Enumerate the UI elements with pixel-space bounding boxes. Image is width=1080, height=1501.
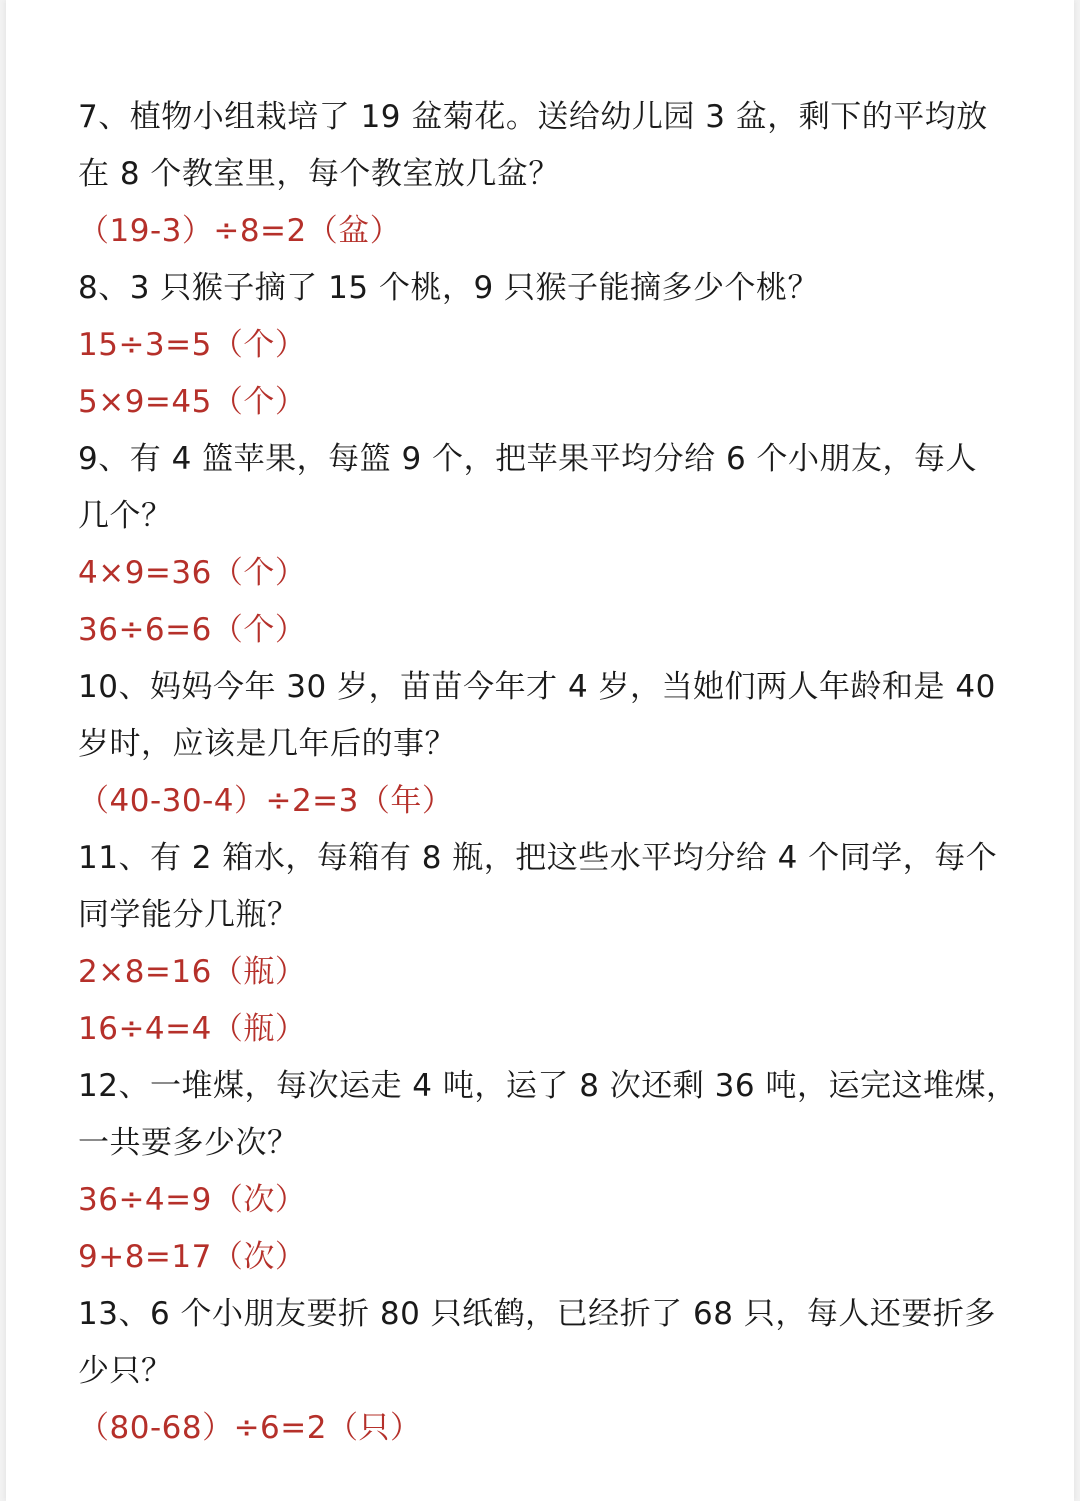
problem-11-answer-1: 2×8=16（瓶） (78, 954, 307, 990)
problem-13-question-line-2: 少只？ (78, 1353, 173, 1389)
problem-8-question-line-1: 8、3 只猴子摘了 15 个桃，9 只猴子能摘多少个桃？ (78, 270, 820, 306)
problem-12-question-line-1: 12、一堆煤，每次运走 4 吨，运了 8 次还剩 36 吨，运完这堆煤， (78, 1068, 1018, 1104)
problem-10-question-line-1: 10、妈妈今年 30 岁，苗苗今年才 4 岁，当她们两人年龄和是 40 (78, 669, 996, 705)
problem-12-answer-1: 36÷4=9（次） (78, 1182, 307, 1218)
problem-7-answer-1: （19-3）÷8=2（盆） (78, 213, 402, 249)
problem-10-answer-1: （40-30-4）÷2=3（年） (78, 783, 454, 819)
problem-13-answer-1: （80-68）÷6=2（只） (78, 1410, 422, 1446)
problem-7-question-line-1: 7、植物小组栽培了 19 盆菊花。送给幼儿园 3 盆，剩下的平均放 (78, 99, 988, 135)
problem-13-question-line-1: 13、6 个小朋友要折 80 只纸鹤，已经折了 68 只，每人还要折多 (78, 1296, 996, 1332)
problem-9-question-line-2: 几个？ (78, 498, 173, 534)
problem-9-answer-2: 36÷6=6（个） (78, 612, 307, 648)
problem-11-question-line-2: 同学能分几瓶？ (78, 897, 299, 933)
problem-12-answer-2: 9+8=17（次） (78, 1239, 307, 1275)
problem-11-answer-2: 16÷4=4（瓶） (78, 1011, 307, 1047)
problem-8-answer-1: 15÷3=5（个） (78, 327, 307, 363)
problem-9-answer-1: 4×9=36（个） (78, 555, 307, 591)
problem-12-question-line-2: 一共要多少次？ (78, 1125, 299, 1161)
problem-list (78, 89, 1018, 1457)
problem-9-question-line-1: 9、有 4 篮苹果，每篮 9 个，把苹果平均分给 6 个小朋友，每人 (78, 441, 978, 477)
problem-7-question-line-2: 在 8 个教室里，每个教室放几盆？ (78, 156, 560, 192)
problem-8-answer-2: 5×9=45（个） (78, 384, 307, 420)
problem-11-question-line-1: 11、有 2 箱水，每箱有 8 瓶，把这些水平均分给 4 个同学，每个 (78, 840, 998, 876)
document-page (6, 0, 1074, 1501)
problem-10-question-line-2: 岁时，应该是几年后的事？ (78, 726, 456, 762)
